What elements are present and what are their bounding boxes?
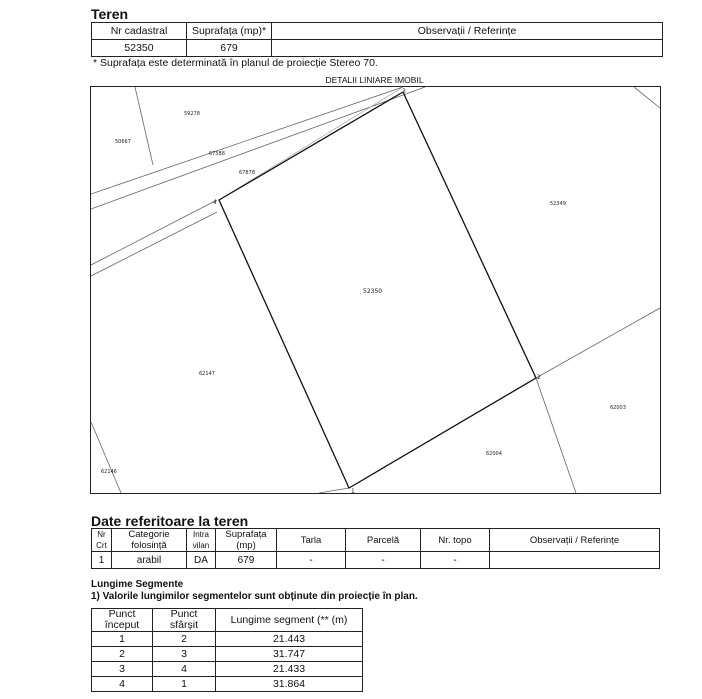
header-intravilan: Intra vilan: [187, 529, 216, 552]
header-punct-sfarsit: Punct sfârșit: [153, 609, 216, 632]
parcel-number-label: 52350: [363, 288, 383, 295]
header-punct-inceput: Punct început: [92, 609, 153, 632]
suprafata-footnote: * Suprafața este determinată în planul de proiecție Stereo 70.: [93, 57, 378, 69]
header-parcela: Parcelă: [346, 529, 421, 552]
header-suprafata: Suprafața (mp)*: [187, 23, 272, 40]
section-title-teren: Teren: [91, 6, 129, 22]
teren-table: [91, 22, 663, 57]
boundary-line: [91, 422, 121, 493]
table-header-row: [92, 529, 660, 552]
header-lungime: Lungime segment (** (m): [216, 609, 363, 632]
cell-observatii: [272, 40, 663, 57]
cell-tarla: -: [277, 552, 346, 569]
table-header-row: [92, 23, 663, 40]
road-edge-line: [91, 200, 217, 265]
table-row: [92, 632, 363, 647]
neighbour-parcel-label: 67588: [209, 151, 225, 157]
road-edge-line: [91, 87, 403, 194]
lungime-subtitle: 1) Valorile lungimilor segmentelor sunt obținute din proiecție în plan.: [91, 591, 418, 602]
table-row: [92, 40, 663, 57]
boundary-line: [135, 87, 153, 165]
cell-punct-sfarsit: 4: [153, 662, 216, 677]
date-referitoare-table: [91, 528, 660, 569]
cell-lungime: 31.747: [216, 647, 363, 662]
neighbour-parcel-label: 59278: [184, 111, 200, 117]
road-edge-line: [91, 87, 425, 209]
point-label: 1: [351, 488, 355, 493]
cell-nr-cadastral: 52350: [92, 40, 187, 57]
lungime-segmente-table: [91, 608, 363, 692]
section-title-date-referitoare: Date referitoare la teren: [91, 513, 249, 529]
cell-punct-inceput: 3: [92, 662, 153, 677]
table-row: [92, 647, 363, 662]
table-row: [92, 552, 660, 569]
cell-lungime: 31.864: [216, 677, 363, 692]
neighbour-parcel-label: 62004: [486, 451, 502, 457]
plan-drawing: [91, 87, 660, 493]
boundary-line: [319, 488, 349, 493]
header-suprafata: Suprafața (mp): [216, 529, 277, 552]
table-row: [92, 677, 363, 692]
cell-nr-topo: -: [421, 552, 490, 569]
cell-punct-inceput: 2: [92, 647, 153, 662]
cell-punct-sfarsit: 1: [153, 677, 216, 692]
boundary-line: [634, 87, 660, 108]
neighbour-parcel-label: 62003: [610, 405, 626, 411]
point-label: 2: [537, 374, 541, 381]
road-edge-line: [91, 212, 217, 276]
point-label: 3: [402, 88, 406, 95]
cell-categorie: arabil: [112, 552, 187, 569]
cell-observatii: [490, 552, 660, 569]
cell-lungime: 21.443: [216, 632, 363, 647]
header-nr-crt: Nr Crt: [92, 529, 112, 552]
neighbour-parcel-label: 62146: [101, 469, 117, 475]
cell-parcela: -: [346, 552, 421, 569]
table-header-row: [92, 609, 363, 632]
boundary-line: [536, 308, 660, 378]
header-tarla: Tarla: [277, 529, 346, 552]
cadastral-plan: [90, 86, 661, 494]
lungime-title: Lungime Segmente: [91, 579, 184, 590]
neighbour-parcel-label: 62147: [199, 371, 215, 377]
boundary-line: [536, 378, 576, 493]
header-observatii: Observații / Referințe: [272, 23, 663, 40]
cell-punct-sfarsit: 2: [153, 632, 216, 647]
header-nr-cadastral: Nr cadastral: [92, 23, 187, 40]
point-label: 4: [213, 199, 217, 206]
cell-suprafata: 679: [216, 552, 277, 569]
header-nr-topo: Nr. topo: [421, 529, 490, 552]
cell-punct-inceput: 4: [92, 677, 153, 692]
cell-lungime: 21.433: [216, 662, 363, 677]
cell-suprafata: 679: [187, 40, 272, 57]
table-row: [92, 662, 363, 677]
cell-intravilan: DA: [187, 552, 216, 569]
plan-title: DETALII LINIARE IMOBIL: [325, 75, 424, 85]
header-observatii: Observații / Referințe: [490, 529, 660, 552]
neighbour-parcel-label: 67878: [239, 170, 255, 176]
cell-nr-crt: 1: [92, 552, 112, 569]
neighbour-parcel-label: 50667: [115, 139, 131, 145]
cell-punct-inceput: 1: [92, 632, 153, 647]
header-categorie: Categorie folosință: [112, 529, 187, 552]
cell-punct-sfarsit: 3: [153, 647, 216, 662]
neighbour-parcel-label: 52349: [550, 201, 566, 207]
